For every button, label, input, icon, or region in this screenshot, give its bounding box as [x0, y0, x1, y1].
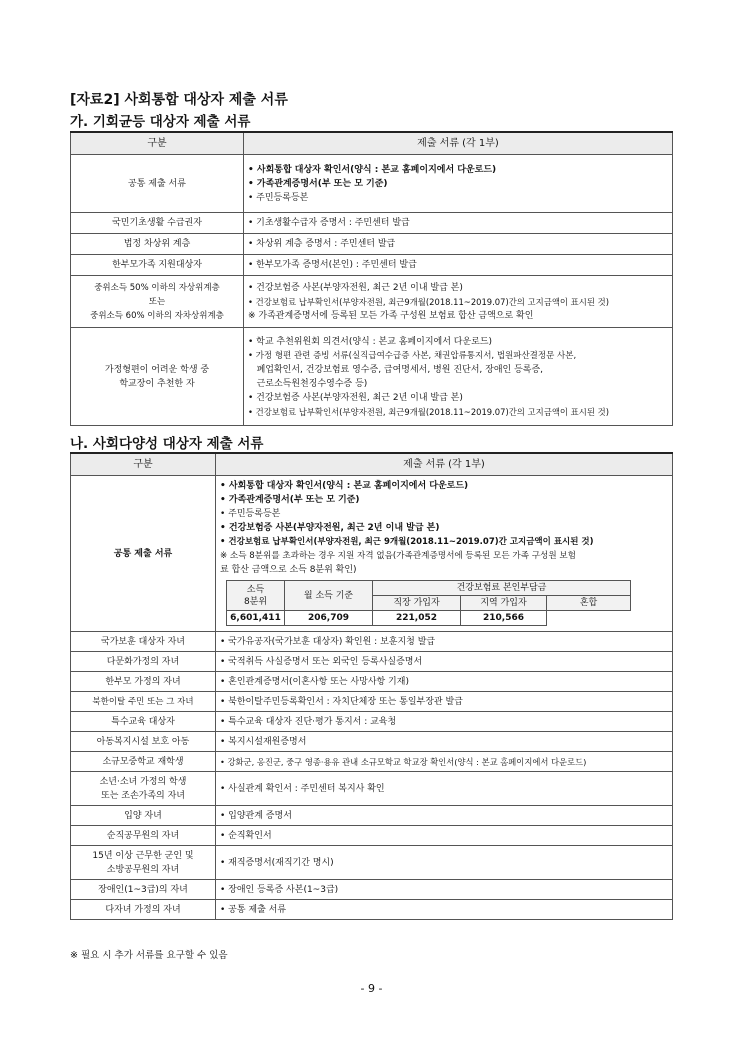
doc-item: • 건강보험증 사본(부양자전원, 최근 2년 이내 발급 본) [220, 523, 440, 533]
row-label: 소규모중학교 재학생 [71, 752, 216, 772]
doc-item: • 건강보험료 납부확인서(부양자전원, 최근 9개월(2018.11~2019.07)간 고지금액이 표시된 것) [220, 537, 594, 547]
row-docs [244, 276, 673, 328]
row-label: 국민기초생활 수급권자 [71, 213, 244, 234]
col-header-documents: 제출 서류 (각 1부) [216, 453, 673, 476]
row-label: 15년 이상 근무한 군인 및 소방공무원의 자녀 [71, 846, 216, 880]
doc-item: • 국가유공자(국가보훈 대상자) 확인원 : 보훈지청 발급 [216, 632, 673, 652]
row-label: 중위소득 50% 이하의 자상위계층 또는 중위소득 60% 이하의 자차상위계층 [71, 276, 244, 328]
income-header-monthly: 월 소득 기준 [285, 581, 373, 611]
income-value: 206,709 [285, 611, 373, 626]
doc-item: 료 합산 금액으로 소득 8분위 확인) [220, 565, 357, 575]
row-label: 공통 제출 서류 [71, 155, 244, 213]
doc-item: • 학교 추천위원회 의견서(양식 : 본교 홈페이지에서 다운로드) [248, 336, 493, 347]
row-label: 한부모 가정의 자녀 [71, 672, 216, 692]
row-label: 입양 자녀 [71, 806, 216, 826]
section-a-table [70, 131, 673, 426]
doc-item: • 기초생활수급자 증명서 : 주민센터 발급 [244, 213, 673, 234]
doc-item: • 사회통합 대상자 확인서(양식 : 본교 홈페이지에서 다운로드) [220, 481, 469, 491]
row-label: 아동복지시설 보호 아동 [71, 732, 216, 752]
doc-item: • 한부모가족 증명서(본인) : 주민센터 발급 [244, 255, 673, 276]
row-label: 특수교육 대상자 [71, 712, 216, 732]
row-label: 다문화가정의 자녀 [71, 652, 216, 672]
income-value: 6,601,411 [227, 611, 285, 626]
doc-item: 근로소득원천징수영수증 등) [248, 378, 368, 389]
doc-item: • 공통 제출 서류 [216, 900, 673, 920]
doc-item: • 복지시설재원증명서 [216, 732, 673, 752]
row-label: 북한이탈 주민 또는 그 자녀 [71, 692, 216, 712]
doc-item: • 북한이탈주민등록확인서 : 자치단체장 또는 통일부장관 발급 [216, 692, 673, 712]
footnote: ※ 필요 시 추가 서류를 요구할 수 있음 [70, 950, 228, 961]
doc-item: • 사실관계 확인서 : 주민센터 복지사 확인 [216, 772, 673, 806]
doc-item: • 건강보험증 사본(부양자전원, 최근 2년 이내 발급 본) [248, 282, 463, 293]
doc-item: • 건강보험증 사본(부양자전원, 최근 2년 이내 발급 본) [248, 392, 463, 403]
section-a-heading: 가. 기회균등 대상자 제출 서류 [70, 114, 251, 130]
doc-item: • 차상위 계층 증명서 : 주민센터 발급 [244, 234, 673, 255]
row-label: 순직공무원의 자녀 [71, 826, 216, 846]
doc-item: • 특수교육 대상자 진단·평가 통지서 : 교육청 [216, 712, 673, 732]
doc-item: • 가족관계증명서(부 또는 모 기준) [220, 495, 360, 505]
section-b-heading: 나. 사회다양성 대상자 제출 서류 [70, 436, 264, 452]
section-b-table [70, 452, 673, 920]
doc-item: • 순직확인서 [216, 826, 673, 846]
doc-item: • 가정 형편 관련 증빙 서류(실직급여수급증 사본, 채권압류통지서, 법원파산결정문 사본, [248, 350, 577, 361]
row-docs [244, 155, 673, 213]
income-header-sub: 혼합 [547, 596, 631, 611]
doc-item: • 장애인 등록증 사본(1~3급) [216, 880, 673, 900]
income-value: 210,566 [461, 611, 547, 626]
row-label: 한부모가족 지원대상자 [71, 255, 244, 276]
doc-item: • 주민등록등본 [220, 509, 281, 519]
col-header-category: 구분 [71, 453, 216, 476]
row-docs [244, 328, 673, 426]
doc-item: 폐업확인서, 건강보험료 영수증, 급여명세서, 병원 진단서, 장애인 등록증, [248, 364, 544, 375]
income-header-sub: 지역 가입자 [461, 596, 547, 611]
income-value: 221,052 [373, 611, 461, 626]
row-label: 공통 제출 서류 [71, 476, 216, 632]
doc-item: ※ 소득 8분위를 초과하는 경우 지원 자격 없음(가족관계증명서에 등록된 모든 가족 구성원 보험 [220, 551, 576, 561]
row-label: 장애인(1~3급)의 자녀 [71, 880, 216, 900]
row-docs [216, 476, 673, 632]
income-header-sub: 직장 가입자 [373, 596, 461, 611]
doc-item: • 주민등록등본 [248, 192, 309, 203]
doc-item: • 국적취득 사실증명서 또는 외국인 등록사실증명서 [216, 652, 673, 672]
row-label: 가정형편이 어려운 학생 중 학교장이 추천한 자 [71, 328, 244, 426]
row-label: 국가보훈 대상자 자녀 [71, 632, 216, 652]
document-title: [자료2] 사회통합 대상자 제출 서류 [70, 92, 288, 108]
doc-item: • 가족관계증명서(부 또는 모 기준) [248, 178, 388, 189]
doc-item: ※ 가족관계증명서에 등록된 모든 가족 구성원 보험료 합산 금액으로 확인 [248, 310, 534, 321]
doc-item: • 입양관계 증명서 [216, 806, 673, 826]
page-number: - 9 - [360, 982, 383, 995]
doc-item: • 건강보험료 납부확인서(부양자전원, 최근9개월(2018.11~2019.07)간의 고지금액이 표시된 것) [248, 406, 609, 417]
doc-item: • 재직증명서(재직기간 명시) [216, 846, 673, 880]
income-table [226, 580, 631, 626]
col-header-category: 구분 [71, 132, 244, 155]
income-header-bracket: 소득 8분위 [227, 581, 285, 611]
doc-item: • 건강보험료 납부확인서(부양자전원, 최근9개월(2018.11~2019.07)간의 고지금액이 표시된 것) [248, 296, 609, 307]
col-header-documents: 제출 서류 (각 1부) [244, 132, 673, 155]
doc-item: • 강화군, 옹진군, 중구 영종·용유 관내 소규모학교 학교장 확인서(양식 : 본교 홈페이지에서 다운로드) [216, 752, 673, 772]
doc-item: • 혼인관계증명서(이혼사항 또는 사망사항 기재) [216, 672, 673, 692]
row-label: 법정 차상위 계층 [71, 234, 244, 255]
doc-item: • 사회통합 대상자 확인서(양식 : 본교 홈페이지에서 다운로드) [248, 164, 497, 175]
income-header-group: 건강보험료 본인부담금 [373, 581, 631, 596]
row-label: 소년·소녀 가정의 학생 또는 조손가족의 자녀 [71, 772, 216, 806]
row-label: 다자녀 가정의 자녀 [71, 900, 216, 920]
